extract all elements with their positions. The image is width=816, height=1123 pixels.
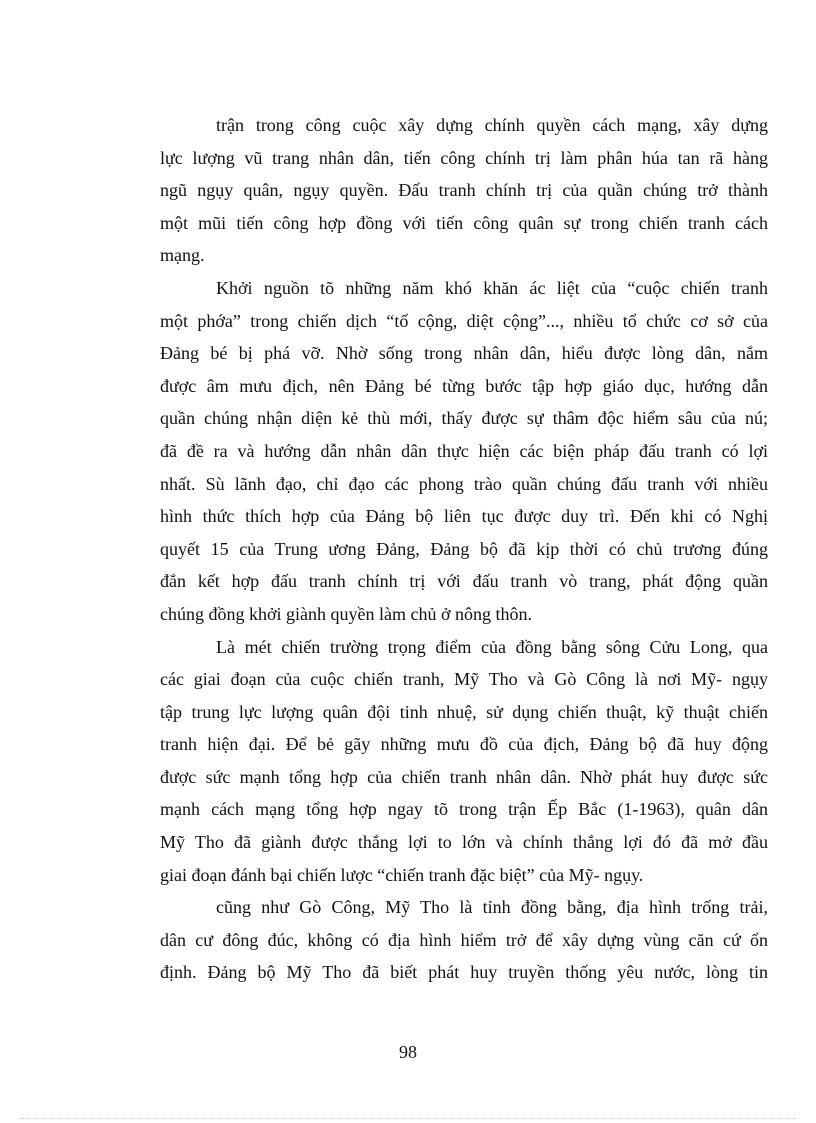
text-line: được sức mạnh tổng hợp của chiến tranh nhân dân. Nhờ phát huy được sức [160,766,768,787]
text-line: Đảng bé bị phá vỡ. Nhờ sống trong nhân dân, hiểu được lòng dân, nắm [160,343,768,364]
text-line: Mỹ Tho đã giành được thắng lợi to lớn và chính thắng lợi đó đã mở đầu [160,832,768,853]
text-line: dân cư đông đúc, không có địa hình hiểm trở để xây dựng vùng căn cứ ổn [160,929,768,950]
page-number: 98 [399,1042,417,1062]
text-line: tập trung lực lượng quân đội tinh nhuệ, sử dụng chiến thuật, kỹ thuật chiến [160,701,768,722]
text-line: các giai đoạn của cuộc chiến tranh, Mỹ Tho và Gò Công là nơi Mỹ- ngụy [160,669,768,690]
text-line: một phớa” trong chiến dịch “tố cộng, diệt cộng”..., nhiều tổ chức cơ sở của [160,310,768,331]
text-line: một mũi tiến công hợp đồng với tiến công quân sự trong chiến tranh cách [160,212,768,233]
text-line: được âm mưu địch, nên Đảng bé từng bước tập hợp giáo dục, hướng dẫn [160,375,768,396]
bottom-divider [20,1118,796,1119]
text-line: chúng đồng khởi giành quyền làm chủ ở nông thôn. [160,603,532,624]
text-line: giai đoạn đánh bại chiến lược “chiến tranh đặc biệt” của Mỹ- ngụy. [160,864,644,885]
text-line: hình thức thích hợp của Đảng bộ liên tục được duy trì. Đến khi có Nghị [160,506,768,527]
text-line: nhất. Sù lãnh đạo, chỉ đạo các phong trào quần chúng đấu tranh với nhiều [160,473,768,494]
text-line: Khởi nguồn tõ những năm khó khăn ác liệt của “cuộc chiến tranh [216,277,768,298]
text-line: mạng. [160,245,205,266]
text-line: đắn kết hợp đấu tranh chính trị với đấu tranh vò trang, phát động quần [160,571,768,592]
text-line: mạnh cách mạng tổng hợp ngay tõ trong trận Ếp Bắc (1-1963), quân dân [160,799,768,820]
text-line: trận trong công cuộc xây dựng chính quyền cách mạng, xây dựng [216,115,768,135]
text-line: định. Đảng bộ Mỹ Tho đã biết phát huy truyền thống yêu nước, lòng tin [160,962,768,983]
text-line: quần chúng nhận diện kẻ thù mới, thấy được sự thâm độc hiểm sâu của nú; [160,408,768,429]
text-line: tranh hiện đại. Để bẻ gãy những mưu đồ của địch, Đảng bộ đã huy động [160,734,768,755]
text-line: ngũ ngụy quân, ngụy quyền. Đấu tranh chính trị của quần chúng trở thành [160,180,768,201]
text-line: quyết 15 của Trung ương Đảng, Đảng bộ đã kịp thời có chủ trương đúng [160,538,768,559]
text-line: lực lượng vũ trang nhân dân, tiến công chính trị làm phân húa tan rã hàng [160,147,768,168]
text-line: Là mét chiến trường trọng điểm của đồng bằng sông Cửu Long, qua [216,636,768,657]
text-line: đã đề ra và hướng dẫn nhân dân thực hiện các biện pháp đấu tranh có lợi [160,440,768,461]
body-text [160,109,768,989]
text-line: cũng như Gò Công, Mỹ Tho là tỉnh đồng bằng, địa hình trống trải, [216,897,768,918]
